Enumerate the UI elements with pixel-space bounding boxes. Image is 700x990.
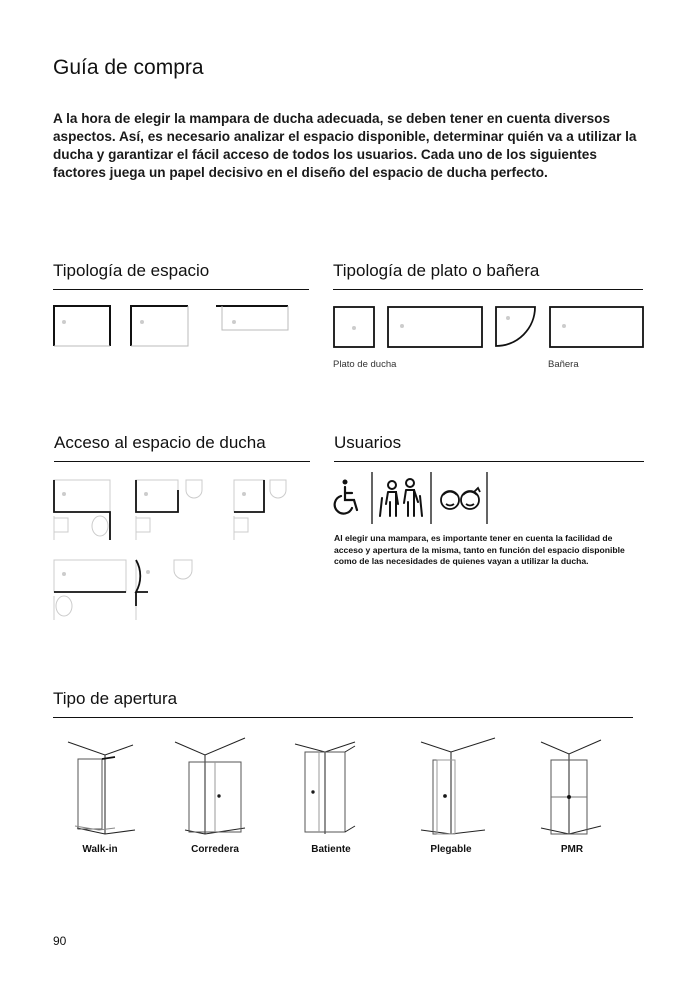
sliding-diagram (175, 738, 245, 834)
access-diagrams (50, 476, 320, 626)
section-rule (334, 461, 644, 462)
section-title-access: Acceso al espacio de ducha (54, 433, 266, 452)
children-icon (441, 488, 480, 509)
section-rule (333, 289, 643, 290)
elderly-couple-icon (380, 479, 422, 516)
label-bathtub: Bañera (548, 359, 579, 370)
section-rule (53, 717, 633, 718)
space-type-diagrams (50, 302, 310, 352)
section-title-users: Usuarios (334, 433, 402, 452)
label-shower-tray: Plato de ducha (333, 359, 397, 370)
hinged-diagram (295, 742, 355, 834)
page-title: Guía de compra (53, 56, 204, 79)
pmr-diagram (541, 740, 601, 834)
section-title-tray-type: Tipología de plato o bañera (333, 261, 540, 280)
opening-label: Walk-in (82, 844, 118, 855)
opening-type-diagrams (55, 730, 655, 842)
wheelchair-icon (335, 480, 357, 514)
walk-in-diagram (68, 742, 135, 834)
section-title-opening: Tipo de apertura (53, 689, 178, 708)
opening-label: PMR (560, 844, 584, 855)
opening-label: Plegable (430, 844, 472, 855)
opening-label: Corredera (191, 844, 239, 855)
section-rule (53, 289, 309, 290)
users-note: Al elegir una mampara, es importante tener en cuenta la facilidad de acceso y apertura de la misma, tanto en función del espacio disponible como de las necesidades de quienes vayan a utilizar la ducha. (334, 533, 625, 566)
folding-diagram (421, 738, 495, 834)
users-icons (330, 470, 500, 526)
section-title-space-type: Tipología de espacio (53, 261, 210, 280)
page-number: 90 (53, 934, 67, 948)
intro-paragraph: A la hora de elegir la mampara de ducha adecuada, se deben tener en cuenta diversos aspectos. Así, es necesario analizar el espacio disponible, determinar quién va a utilizar la ducha y garantizar el fácil acceso de todos los usuarios. Cada uno de los siguientes factores juega un papel decisivo en el diseño del espacio de ducha perfecto. (53, 111, 637, 180)
section-rule (54, 461, 310, 462)
tray-type-diagrams (330, 302, 650, 352)
opening-label: Batiente (311, 844, 351, 855)
